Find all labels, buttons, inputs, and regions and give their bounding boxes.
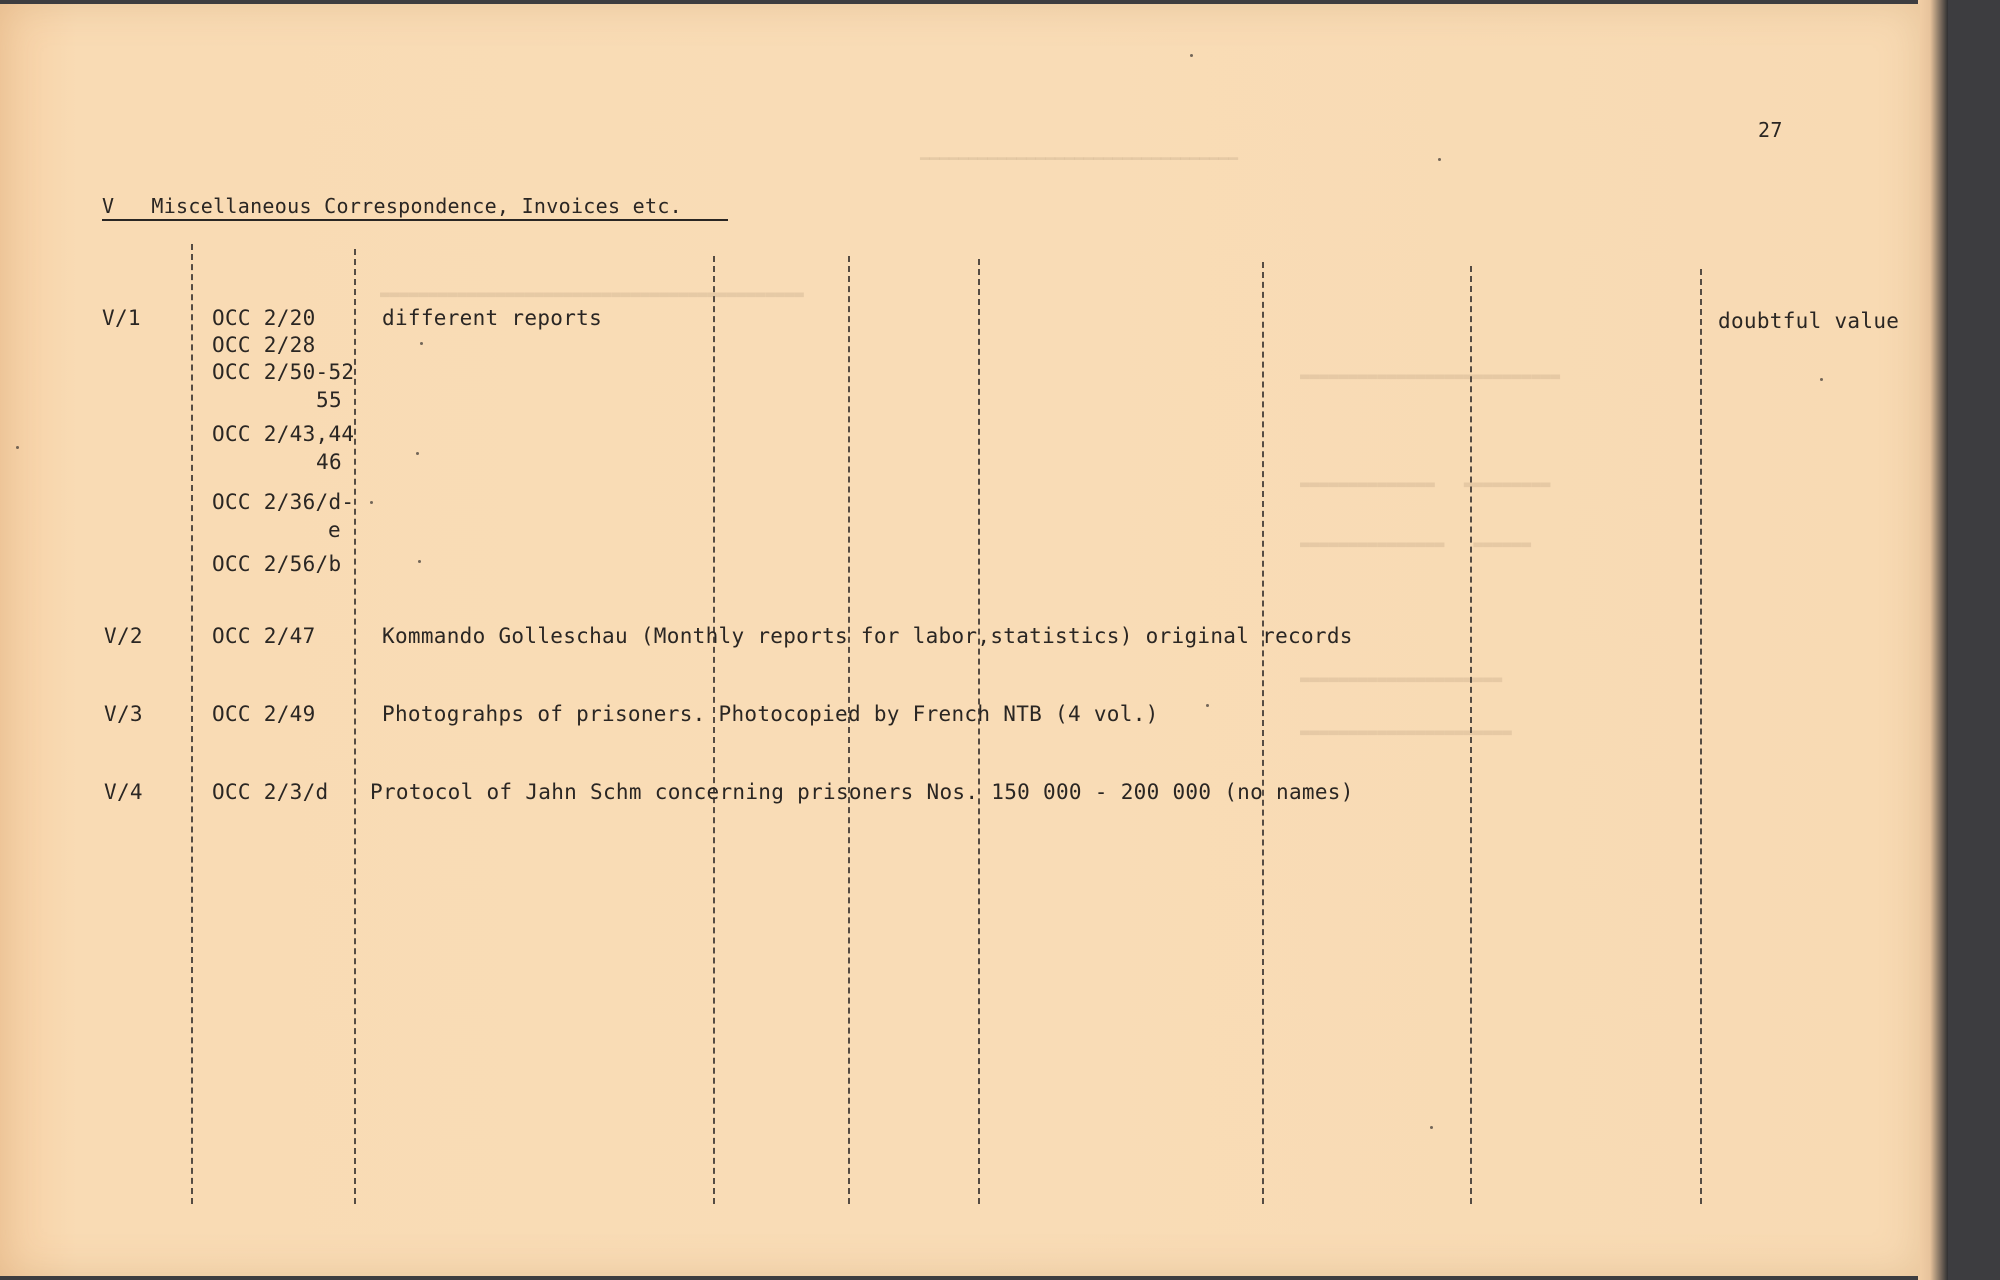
entry-description: Photograhps of prisoners. Photocopied by French NTB (4 vol.) xyxy=(382,702,1159,726)
bleed-through: ▬▬▬▬▬▬▬▬▬▬▬▬▬▬▬▬▬▬▬▬▬▬▬▬▬▬▬▬▬▬▬▬▬▬▬▬▬▬▬▬▬▬▬▬ xyxy=(380,284,804,303)
speck xyxy=(370,501,373,504)
entry-ref: OCC 2/20 xyxy=(212,306,316,330)
column-rule xyxy=(978,259,980,1204)
entry-ref: OCC 2/3/d xyxy=(212,780,329,804)
column-rule xyxy=(354,249,356,1204)
entry-ref: 55 xyxy=(316,388,342,412)
column-rule xyxy=(848,256,850,1204)
column-rule xyxy=(1262,262,1264,1204)
bleed-through: ▬▬▬▬▬▬▬▬▬▬▬▬▬▬▬▬▬▬▬▬▬▬ xyxy=(1300,722,1512,741)
entry-description: Protocol of Jahn Schm concerning prisoners Nos. 150 000 - 200 000 (no names) xyxy=(370,780,1354,804)
page-edge xyxy=(1918,0,1948,1280)
entry-remark: doubtful value xyxy=(1718,309,1900,333)
entry-description: Kommando Golleschau (Monthly reports for labor,statistics) original records xyxy=(382,624,1353,648)
column-rule xyxy=(1470,266,1472,1204)
heading-underline xyxy=(102,219,728,221)
entry-id: V/2 xyxy=(104,624,143,648)
bleed-through: ▬▬▬▬▬▬▬▬▬▬▬▬▬▬▬▬▬▬▬▬▬ xyxy=(1300,669,1503,688)
speck xyxy=(420,342,423,345)
speck xyxy=(16,446,19,449)
bleed-through: ▬▬▬▬▬▬▬▬▬▬▬▬▬▬ ▬▬▬▬▬▬▬▬▬ xyxy=(1300,474,1551,493)
entry-ref: OCC 2/47 xyxy=(212,624,316,648)
entry-ref: e xyxy=(328,518,341,542)
page-number: 27 xyxy=(1758,118,1783,142)
speck xyxy=(416,452,419,455)
column-rule xyxy=(191,244,193,1204)
bleed-through: ▬▬▬▬▬▬▬▬▬▬▬▬▬▬▬ ▬▬▬▬▬▬ xyxy=(1300,534,1532,553)
section-heading: V Miscellaneous Correspondence, Invoices etc. xyxy=(102,194,683,218)
entry-id: V/4 xyxy=(104,780,143,804)
entry-id: V/1 xyxy=(102,306,141,330)
column-rule xyxy=(1700,269,1702,1204)
entry-ref: 46 xyxy=(316,450,342,474)
entry-ref: OCC 2/50-52 xyxy=(212,360,355,384)
speck xyxy=(1430,1126,1433,1129)
speck xyxy=(1206,704,1209,707)
speck xyxy=(1190,54,1193,57)
bleed-through: ━━━━━━━━━━━━━━━━━━━━━━━━━━━━━━━━━ xyxy=(920,149,1238,168)
entry-ref: OCC 2/56/b xyxy=(212,552,342,576)
entry-description: different reports xyxy=(382,306,603,330)
column-rule xyxy=(713,256,715,1204)
entry-ref: OCC 2/49 xyxy=(212,702,316,726)
bleed-through: ▬▬▬▬▬▬▬▬▬▬▬▬▬▬▬▬▬▬▬▬▬▬▬▬▬▬▬ xyxy=(1300,366,1561,385)
entry-ref: OCC 2/36/d- xyxy=(212,490,355,514)
entry-ref: OCC 2/43,44 xyxy=(212,422,355,446)
entry-id: V/3 xyxy=(104,702,143,726)
speck xyxy=(1820,378,1823,381)
speck xyxy=(418,560,421,563)
document-page xyxy=(0,4,1920,1276)
speck xyxy=(1438,158,1441,161)
entry-ref: OCC 2/28 xyxy=(212,333,316,357)
